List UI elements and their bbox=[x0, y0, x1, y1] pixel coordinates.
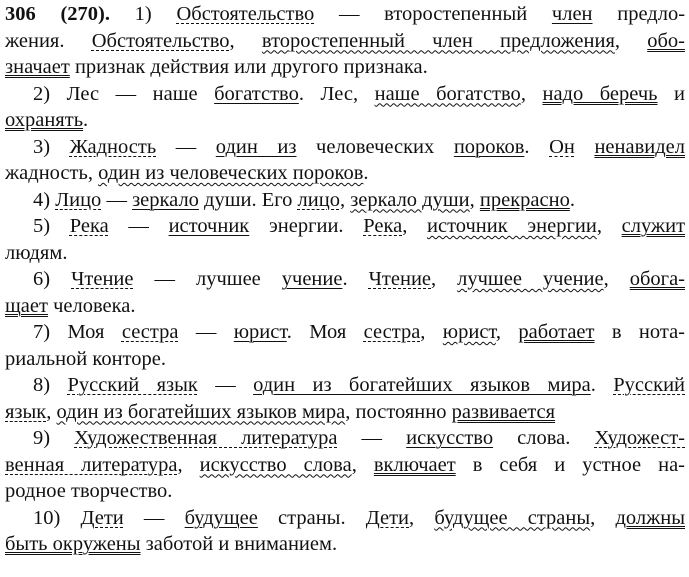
text-segment: предло- bbox=[592, 3, 685, 25]
predicate-nominal-underline: юрист bbox=[233, 321, 287, 343]
subject-underline: Художест- bbox=[594, 427, 685, 449]
text-segment: . Моя bbox=[286, 321, 364, 343]
text-segment: 5) bbox=[33, 215, 70, 237]
text-line bbox=[5, 346, 685, 373]
predicate-underline: щает bbox=[5, 294, 48, 317]
text-segment: , bbox=[431, 268, 458, 290]
subject-underline: Обстоятельство bbox=[91, 29, 230, 52]
appositive-wavy-underline: зеркало души bbox=[350, 188, 470, 211]
text-segment: , bbox=[520, 82, 543, 105]
text-segment: , bbox=[596, 215, 622, 237]
predicate-nominal-underline: богатство bbox=[214, 82, 299, 105]
text-segment: души. Его bbox=[198, 188, 298, 211]
subject-underline: лицо bbox=[297, 188, 340, 211]
text-segment: и bbox=[657, 82, 685, 105]
text-segment: жадность, bbox=[5, 162, 99, 184]
text-segment: — bbox=[337, 427, 407, 449]
text-segment: — лучшее bbox=[133, 268, 282, 290]
text-line bbox=[5, 81, 685, 108]
text-line bbox=[5, 372, 685, 399]
text-segment: людям. bbox=[5, 241, 68, 264]
text-segment: . bbox=[342, 268, 369, 290]
predicate-underline: работает bbox=[518, 321, 595, 343]
text-segment: , bbox=[603, 268, 630, 290]
text-segment: , bbox=[229, 29, 262, 52]
text-segment: — bbox=[178, 321, 234, 343]
predicate-nominal-underline: будущее bbox=[184, 506, 258, 529]
text-segment: родное творчество. bbox=[5, 480, 173, 502]
text-segment: , bbox=[590, 506, 616, 529]
text-segment: — bbox=[197, 374, 254, 396]
text-segment: , bbox=[351, 453, 374, 476]
text-segment: страны. bbox=[257, 506, 366, 529]
subject-underline: Художественная литература bbox=[74, 427, 338, 449]
predicate-underline: быть окружены bbox=[5, 533, 141, 555]
predicate-underline: надо беречь bbox=[542, 82, 658, 105]
text-segment: . bbox=[363, 162, 369, 184]
appositive-wavy-underline: будущее страны bbox=[434, 506, 591, 529]
subject-underline: Он bbox=[549, 135, 575, 158]
predicate-underline: охранять bbox=[5, 109, 84, 131]
subject-underline: Обстоятельство bbox=[176, 3, 315, 25]
text-segment: , bbox=[46, 400, 57, 423]
subject-underline: язык bbox=[5, 400, 47, 423]
appositive-wavy-underline: искусство слова bbox=[199, 453, 352, 476]
text-segment: в себя и устное на- bbox=[455, 453, 685, 476]
text-segment: 8) bbox=[33, 374, 68, 396]
subject-underline: Дети bbox=[80, 506, 124, 529]
predicate-nominal-underline: зеркало bbox=[132, 188, 199, 211]
text-segment: признак действия или другого признака. bbox=[69, 56, 428, 78]
predicate-nominal-underline: один из богатейших языков мира bbox=[253, 374, 591, 396]
predicate-underline: прекрасно bbox=[479, 188, 570, 211]
text-line bbox=[5, 240, 685, 267]
predicate-underline: обо- bbox=[647, 29, 685, 52]
subject-underline: сестра bbox=[121, 321, 179, 343]
text-segment: — bbox=[156, 135, 216, 158]
appositive-wavy-underline: лучшее учение bbox=[457, 268, 604, 290]
text-segment: слова. bbox=[493, 427, 595, 449]
text-line bbox=[5, 107, 685, 134]
text-segment: . bbox=[83, 109, 89, 131]
text-segment: . Лес, bbox=[298, 82, 375, 105]
predicate-underline: должны bbox=[615, 506, 685, 529]
text-line bbox=[5, 478, 685, 505]
appositive-wavy-underline: один из человеческих пороков bbox=[98, 162, 364, 184]
text-line bbox=[5, 531, 685, 558]
text-line bbox=[5, 187, 685, 214]
text-segment: человеческих bbox=[296, 135, 454, 158]
predicate-nominal-underline: член bbox=[551, 3, 593, 25]
appositive-wavy-underline: один из богатейших языков мира bbox=[56, 400, 346, 423]
text-segment: , bbox=[402, 215, 427, 237]
text-line bbox=[5, 319, 685, 346]
predicate-nominal-underline: искусство bbox=[406, 427, 494, 449]
text-segment: 1) bbox=[109, 3, 177, 25]
text-segment: заботой и вниманием. bbox=[140, 533, 338, 555]
subject-underline: Чтение bbox=[368, 268, 432, 290]
text-line bbox=[5, 160, 685, 187]
text-line bbox=[5, 399, 685, 426]
text-segment: , bbox=[177, 453, 200, 476]
subject-underline: Жадность bbox=[69, 135, 157, 158]
predicate-underline: служит bbox=[621, 215, 685, 237]
text-segment: . bbox=[569, 188, 575, 211]
text-segment: , bbox=[339, 188, 351, 211]
text-line bbox=[5, 134, 685, 161]
appositive-wavy-underline: наше богатство bbox=[374, 82, 521, 105]
subject-underline: Река bbox=[69, 215, 109, 237]
predicate-nominal-underline: пороков bbox=[453, 135, 525, 158]
text-segment: 7) Моя bbox=[33, 321, 122, 343]
subject-underline: Река bbox=[363, 215, 403, 237]
text-line bbox=[5, 266, 685, 293]
text-segment: , постоянно bbox=[345, 400, 452, 423]
text-line bbox=[5, 505, 685, 532]
predicate-underline: обога- bbox=[629, 268, 685, 290]
appositive-wavy-underline: юрист bbox=[442, 321, 496, 343]
predicate-underline: развивается bbox=[451, 400, 556, 423]
text-segment bbox=[575, 136, 595, 158]
text-segment: 10) bbox=[33, 506, 81, 529]
text-line bbox=[5, 452, 685, 479]
text-segment: — второстепенный bbox=[314, 3, 552, 25]
text-segment: — bbox=[101, 188, 133, 211]
text-segment: , bbox=[614, 29, 648, 52]
text-segment: в нота- bbox=[594, 321, 685, 343]
text-segment: — bbox=[123, 506, 185, 529]
text-segment: 3) bbox=[33, 135, 70, 158]
text-segment: 2) Лес — наше bbox=[33, 82, 215, 105]
subject-underline: Чтение bbox=[71, 268, 134, 290]
text-line bbox=[5, 28, 685, 55]
text-segment: 4) bbox=[33, 188, 56, 211]
text-segment: , bbox=[409, 506, 435, 529]
subject-underline: Русский язык bbox=[67, 374, 198, 396]
subject-underline: венная литература bbox=[5, 453, 178, 476]
text-segment: . bbox=[590, 374, 614, 396]
text-segment: 9) bbox=[33, 427, 75, 449]
text-segment: человека. bbox=[47, 294, 136, 317]
subject-underline: Лицо bbox=[55, 188, 102, 211]
predicate-nominal-underline: учение bbox=[281, 268, 343, 290]
appositive-wavy-underline: второстепенный член предложения bbox=[261, 29, 615, 52]
subject-underline: Русский bbox=[613, 374, 685, 396]
text-line bbox=[5, 213, 685, 240]
exercise-number: 306 (270). bbox=[5, 3, 110, 25]
subject-underline: Дети bbox=[365, 506, 410, 529]
subject-underline: сестра bbox=[363, 321, 421, 343]
predicate-nominal-underline: один из bbox=[215, 135, 297, 158]
text-segment: — bbox=[108, 215, 169, 237]
predicate-underline: ненавидел bbox=[594, 135, 685, 158]
predicate-underline: значает bbox=[5, 56, 70, 78]
predicate-nominal-underline: источник bbox=[168, 215, 250, 237]
text-segment: риальной конторе. bbox=[5, 347, 166, 370]
text-line bbox=[5, 425, 685, 452]
text-segment: 6) bbox=[33, 268, 72, 290]
text-line bbox=[5, 1, 685, 28]
predicate-underline: включает bbox=[373, 453, 456, 476]
text-segment: энергии. bbox=[249, 215, 364, 237]
appositive-wavy-underline: источник энергии bbox=[427, 215, 597, 237]
text-line bbox=[5, 293, 685, 320]
text-segment: жения. bbox=[5, 29, 92, 52]
text-line bbox=[5, 54, 685, 81]
text-segment: . bbox=[524, 135, 550, 158]
text-segment: , bbox=[420, 321, 443, 343]
text-segment: , bbox=[469, 188, 480, 211]
text-segment: , bbox=[495, 321, 519, 343]
